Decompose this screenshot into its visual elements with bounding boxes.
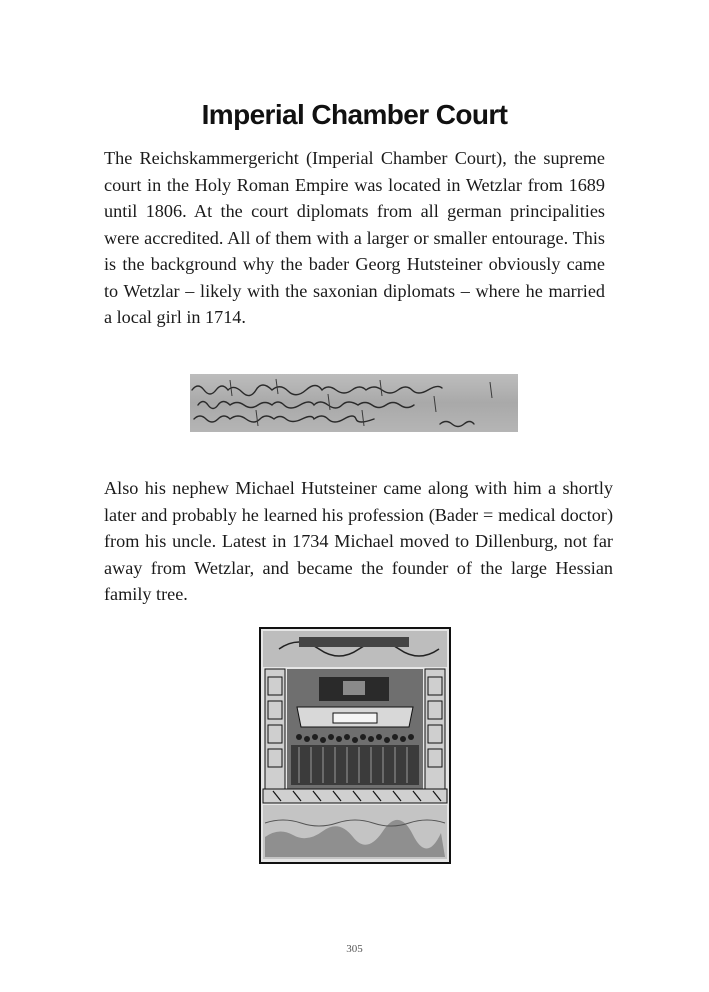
page-number: 305 (346, 943, 363, 955)
handwriting-scan (190, 374, 518, 432)
page-title: Imperial Chamber Court (201, 98, 508, 130)
marriage-record-image (190, 374, 518, 432)
court-engraving-drawing (259, 627, 451, 864)
court-engraving-image (259, 627, 451, 864)
paragraph-michael: Also his nephew Michael Hutsteiner came along with him a shortly later and probably he learned his profession (Bader = medical doctor) from his uncle. Latest in 1734 Michael moved to Dillenburg, not far away from Wetzlar, and became the founder of the large Hessian family tree. (104, 478, 613, 604)
paragraph-intro: The Reichskammergericht (Imperial Chamber Court), the supreme court in the Holy Roman Empire was located in Wetzlar from 1689 until 1806. At the court diplomats from all german principalities were accredited. All of them with a larger or smaller entourage. This is the background why the bader Georg Hutsteiner obviously came to Wetzlar – likely with the saxonian diplomats – where he married a local girl in 1714. (104, 148, 605, 327)
